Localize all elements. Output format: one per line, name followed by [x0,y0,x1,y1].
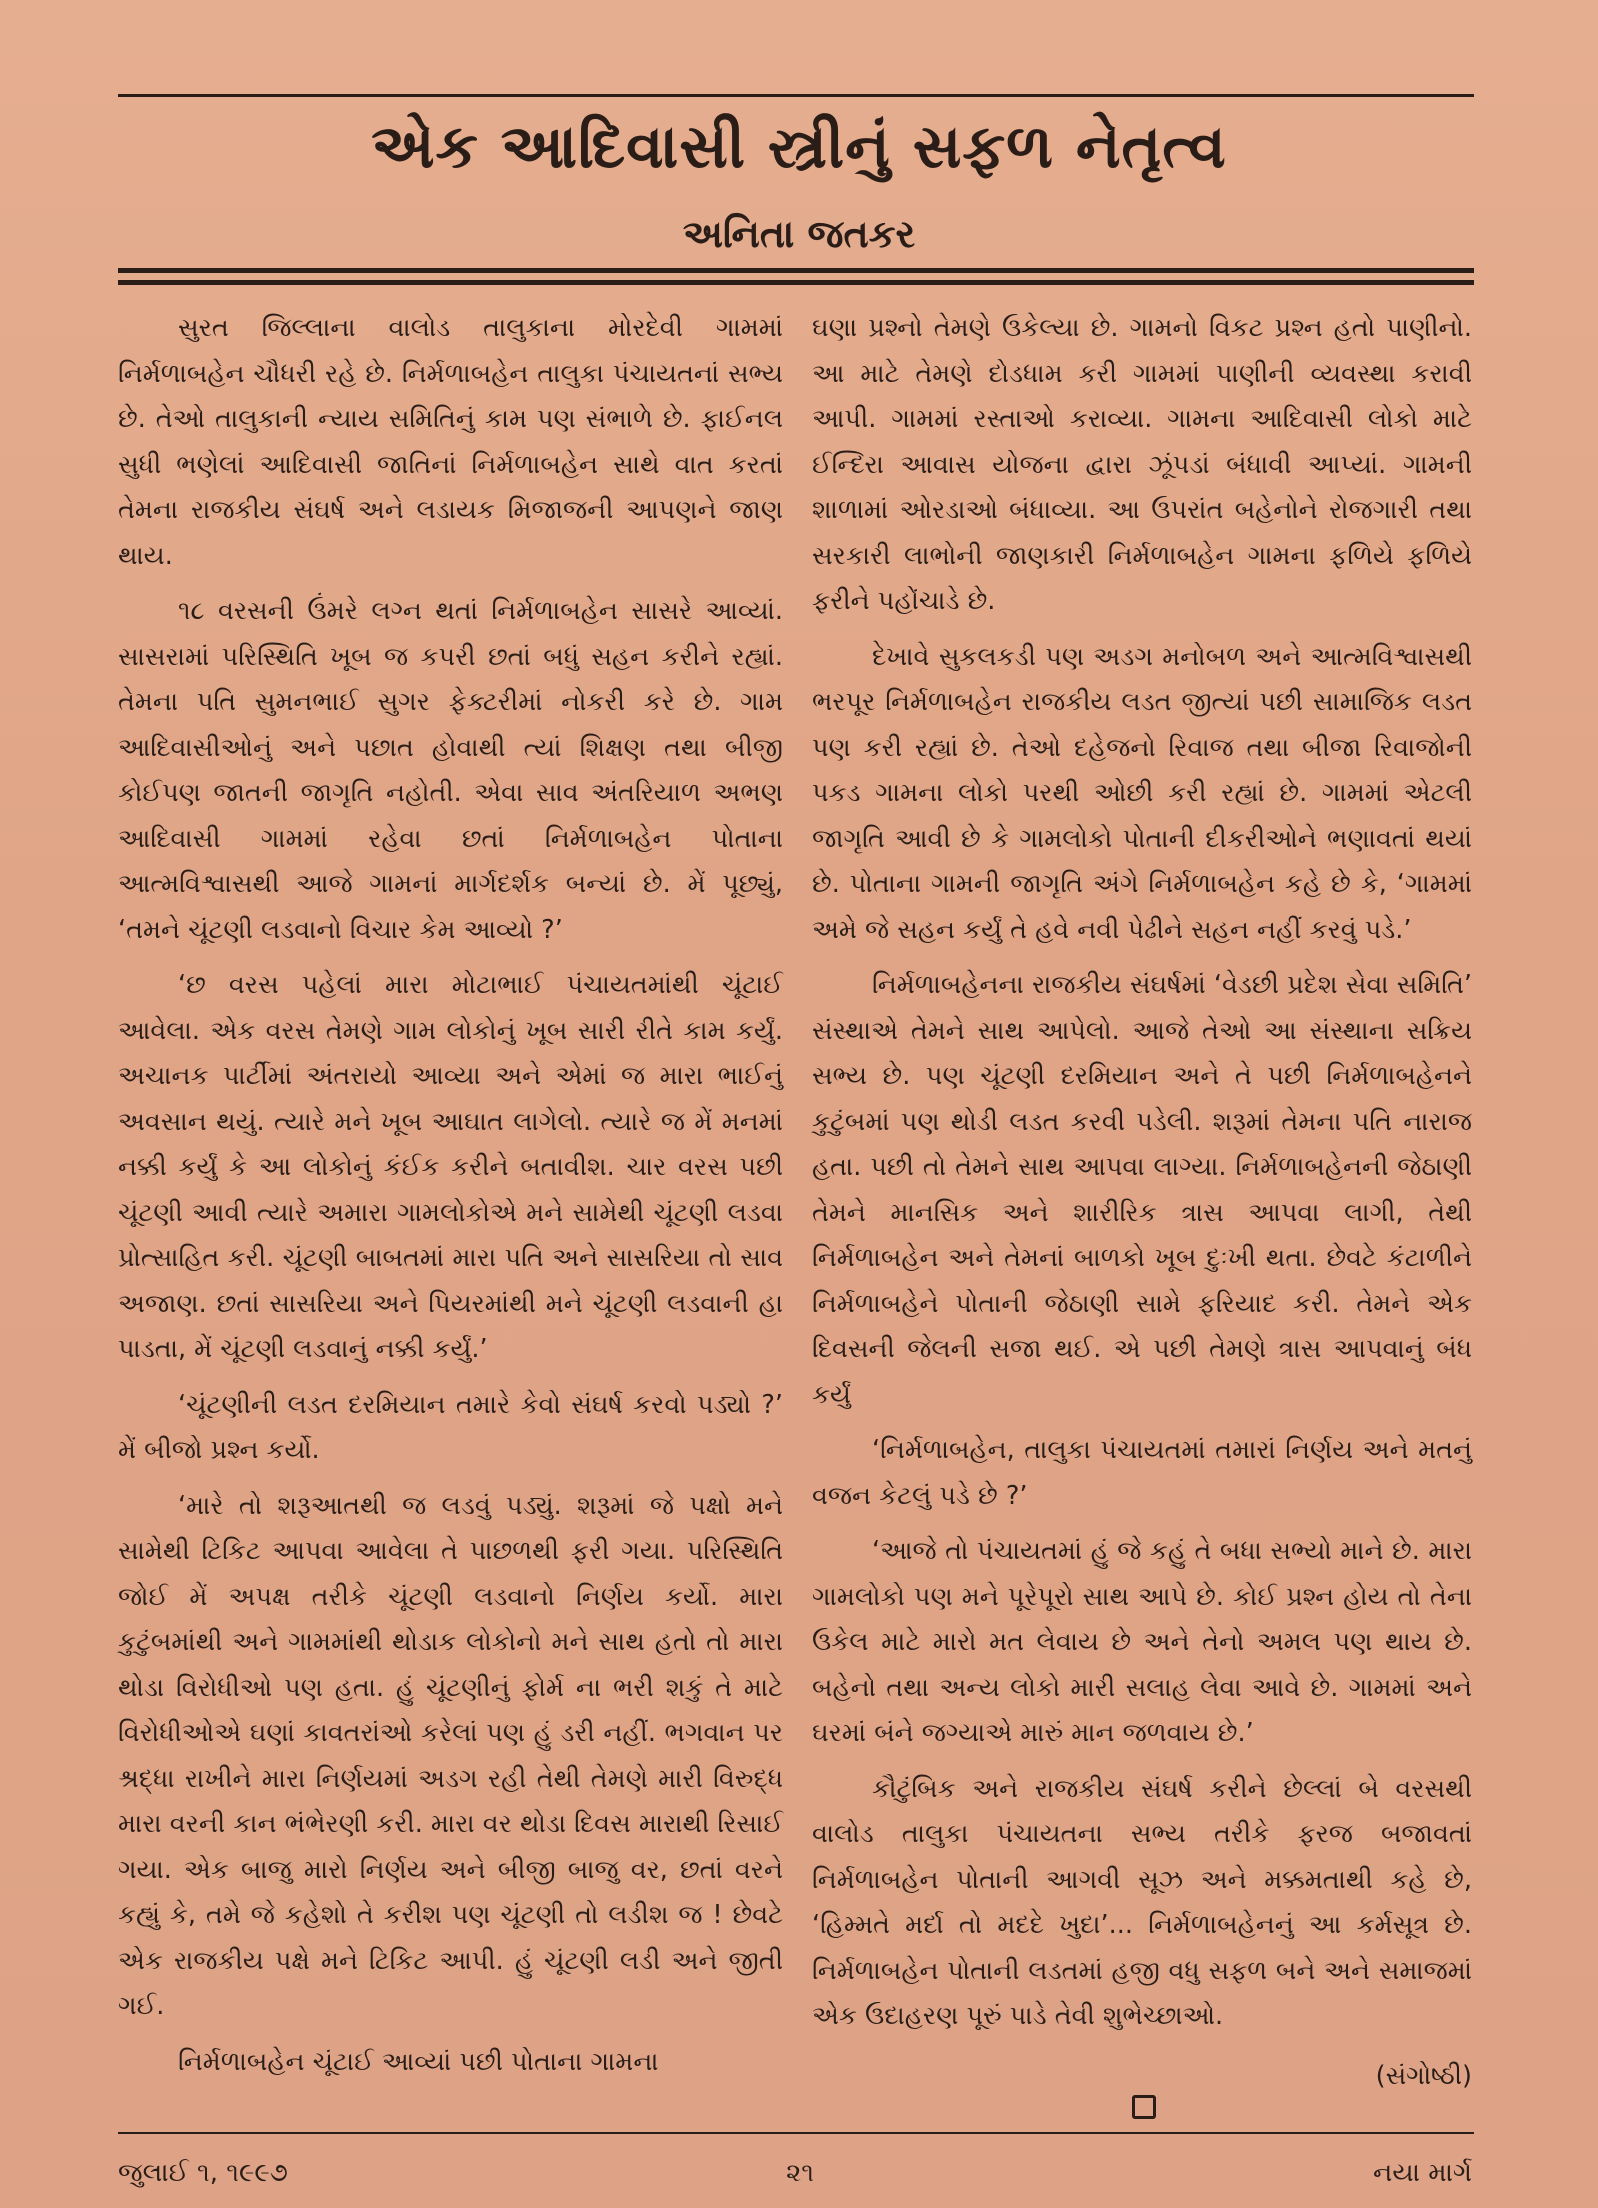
footer-publication: નયા માર્ગ [1372,2158,1472,2188]
paragraph: ‘ચૂંટણીની લડત દરમિયાન તમારે કેવો સંઘર્ષ કરવો પડ્યો ?’ મેં બીજો પ્રશ્ન કર્યો. [118,1389,783,1465]
paragraph: નિર્મળાબહેનના રાજકીય સંઘર્ષમાં ‘વેડછી પ્રદેશ સેવા સમિતિ’ સંસ્થાએ તેમને સાથ આપેલો. આજે તેઓ આ સંસ્થાના સક્રિય સભ્ય છે. પણ ચૂંટણી દરમિયાન અને તે પછી નિર્મળાબહેનને કુટુંબમાં પણ થોડી લડત કરવી પડેલી. શરૂમાં તેમના પતિ નારાજ હતા. પછી તો તેમને સાથ આપવા લાગ્યા. નિર્મળાબહેનની જેઠાણી તેમને માનસિક અને શારીરિક ત્રાસ આપવા લાગી, તેથી નિર્મળાબહેન અને તેમનાં બાળકો ખૂબ દુઃખી થતા. છેવટે કંટાળીને નિર્મળાબહેને પોતાની જેઠાણી સામે ફરિયાદ કરી. તેમને એક દિવસની જેલની સજા થઈ. એ પછી તેમણે ત્રાસ આપવાનું બંધ કર્યું [812,970,1472,1410]
paragraph: ૧૮ વરસની ઉંમરે લગ્ન થતાં નિર્મળાબહેન સાસરે આવ્યાં. સાસરામાં પરિસ્થિતિ ખૂબ જ કપરી છતાં બધું સહન કરીને રહ્યાં. તેમના પતિ સુમનભાઈ સુગર ફેક્ટરીમાં નોકરી કરે છે. ગામ આદિવાસીઓનું અને પછાત હોવાથી ત્યાં શિક્ષણ તથા બીજી કોઈપણ જાતની જાગૃતિ નહોતી. એવા સાવ અંતરિયાળ અભણ આદિવાસી ગામમાં રહેવા છતાં નિર્મળાબહેન પોતાના આત્મવિશ્વાસથી આજે ગામનાં માર્ગદર્શક બન્યાં છે. મેં પૂછ્યું, ‘તમને ચૂંટણી લડવાનો વિચાર કેમ આવ્યો ?’ [118,596,783,945]
left-column [118,306,783,2095]
title-double-rule-bottom [118,280,1474,285]
paragraph: ઘણા પ્રશ્નો તેમણે ઉકેલ્યા છે. ગામનો વિકટ પ્રશ્ન હતો પાણીનો. આ માટે તેમણે દોડધામ કરી ગામમાં પાણીની વ્યવસ્થા કરાવી આપી. ગામમાં રસ્તાઓ કરાવ્યા. ગામના આદિવાસી લોકો માટે ઈન્દિરા આવાસ યોજના દ્વારા ઝૂંપડાં બંધાવી આપ્યાં. ગામની શાળામાં ઓરડાઓ બંધાવ્યા. આ ઉપરાંત બહેનોને રોજગારી તથા સરકારી લાભોની જાણકારી નિર્મળાબહેન ગામના ફળિયે ફળિયે ફરીને પહોંચાડે છે. [812,313,1472,616]
paragraph: દેખાવે સુકલકડી પણ અડગ મનોબળ અને આત્મવિશ્વાસથી ભરપૂર નિર્મળાબહેન રાજકીય લડત જીત્યાં પછી સામાજિક લડત પણ કરી રહ્યાં છે. તેઓ દહેજનો રિવાજ તથા બીજા રિવાજોની પકડ ગામના લોકો પરથી ઓછી કરી રહ્યાં છે. ગામમાં એટલી જાગૃતિ આવી છે કે ગામલોકો પોતાની દીકરીઓને ભણાવતાં થયાં છે. પોતાના ગામની જાગૃતિ અંગે નિર્મળાબહેન કહે છે કે, ‘ગામમાં અમે જે સહન કર્યું તે હવે નવી પેઢીને સહન નહીં કરવું પડે.’ [812,641,1472,945]
paragraph: સુરત જિલ્લાના વાલોડ તાલુકાના મોરદેવી ગામમાં નિર્મળાબહેન ચૌધરી રહે છે. નિર્મળાબહેન તાલુકા પંચાયતનાં સભ્ય છે. તેઓ તાલુકાની ન્યાય સમિતિનું કામ પણ સંભાળે છે. ફાઈનલ સુધી ભણેલાં આદિવાસી જાતિનાં નિર્મળાબહેન સાથે વાત કરતાં તેમના રાજકીય સંઘર્ષ અને લડાયક મિજાજની આપણને જાણ થાય. [118,313,783,571]
paragraph: ‘છ વરસ પહેલાં મારા મોટાભાઈ પંચાયતમાંથી ચૂંટાઈ આવેલા. એક વરસ તેમણે ગામ લોકોનું ખૂબ સારી રીતે કામ કર્યું. અચાનક પાર્ટીમાં અંતરાયો આવ્યા અને એમાં જ મારા ભાઈનું અવસાન થયું. ત્યારે મને ખૂબ આઘાત લાગેલો. ત્યારે જ મેં મનમાં નક્કી કર્યું કે આ લોકોનું કંઈક કરીને બતાવીશ. ચાર વરસ પછી ચૂંટણી આવી ત્યારે અમારા ગામલોકોએ મને સામેથી ચૂંટણી લડવા પ્રોત્સાહિત કરી. ચૂંટણી બાબતમાં મારા પતિ અને સાસરિયા તો સાવ અજાણ. છતાં સાસરિયા અને પિયરમાંથી મને ચૂંટણી લડવાની હા પાડતા, મેં ચૂંટણી લડવાનું નક્કી કર્યું.’ [118,970,783,1364]
right-column [812,306,1472,2109]
paragraph: નિર્મળાબહેન ચૂંટાઈ આવ્યાં પછી પોતાના ગામના [178,2046,659,2077]
article-title: એક આદિવાસી સ્ત્રીનું સફળ નેતૃત્વ [371,112,1227,182]
paragraph: કૌટુંબિક અને રાજકીય સંઘર્ષ કરીને છેલ્લાં બે વરસથી વાલોડ તાલુકા પંચાયતના સભ્ય તરીકે ફરજ બજાવતાં નિર્મળાબહેન પોતાની આગવી સૂઝ અને મક્કમતાથી કહે છે, ‘હિમ્મતે મર્દા તો મદદે ખુદા’... નિર્મળાબહેનનું આ કર્મસૂત્ર છે. નિર્મળાબહેન પોતાની લડતમાં હજી વધુ સફળ બને અને સમાજમાં એક ઉદાહરણ પૂરું પાડે તેવી શુભેચ્છાઓ. [812,1773,1472,2031]
paragraph: ‘નિર્મળાબહેન, તાલુકા પંચાયતમાં તમારાં નિર્ણય અને મતનું વજન કેટલું પડે છે ?’ [812,1435,1472,1511]
footer-page-number: ૨૧ [785,2158,814,2188]
paragraph: ‘આજે તો પંચાયતમાં હું જે કહું તે બધા સભ્યો માને છે. મારા ગામલોકો પણ મને પૂરેપૂરો સાથ આપે છે. કોઈ પ્રશ્ન હોય તો તેના ઉકેલ માટે મારો મત લેવાય છે અને તેનો અમલ પણ થાય છે. બહેનો તથા અન્ય લોકો મારી સલાહ લેવા આવે છે. ગામમાં અને ઘરમાં બંને જગ્યાએ મારું માન જળવાય છે.’ [812,1536,1472,1748]
footer-date: જુલાઈ ૧, ૧૯૯૭ [118,2158,288,2188]
footer-rule [118,2132,1474,2134]
source-credit: (સંગોષ્ઠી) [1375,2060,1472,2091]
paragraph: ‘મારે તો શરૂઆતથી જ લડવું પડ્યું. શરૂમાં જે પક્ષો મને સામેથી ટિકિટ આપવા આવેલા તે પાછળથી ફરી ગયા. પરિસ્થિતિ જોઈ મેં અપક્ષ તરીકે ચૂંટણી લડવાનો નિર્ણય કર્યો. મારા કુટુંબમાંથી અને ગામમાંથી થોડાક લોકોનો મને સાથ હતો તો મારા થોડા વિરોધીઓ પણ હતા. હું ચૂંટણીનું ફોર્મ ના ભરી શકું તે માટે વિરોધીઓએ ઘણાં કાવતરાંઓ કરેલાં પણ હું ડરી નહીં. ભગવાન પર શ્રદ્ધા રાખીને મારા નિર્ણયમાં અડગ રહી તેથી તેમણે મારી વિરુદ્ધ મારા વરની કાન ભંભેરણી કરી. મારા વર થોડા દિવસ મારાથી રિસાઈ ગયા. એક બાજુ મારો નિર્ણય અને બીજી બાજુ વર, છતાં વરને કહ્યું કે, તમે જે કહેશો તે કરીશ પણ ચૂંટણી તો લડીશ જ ! છેવટે એક રાજકીય પક્ષે મને ટિકિટ આપી. હું ચૂંટણી લડી અને જીતી ગઈ. [118,1490,784,2021]
article-author: અનિતા જતકર [682,212,916,256]
top-rule [118,94,1474,97]
end-mark-square-icon [1132,2095,1156,2119]
title-double-rule-top [118,268,1474,273]
